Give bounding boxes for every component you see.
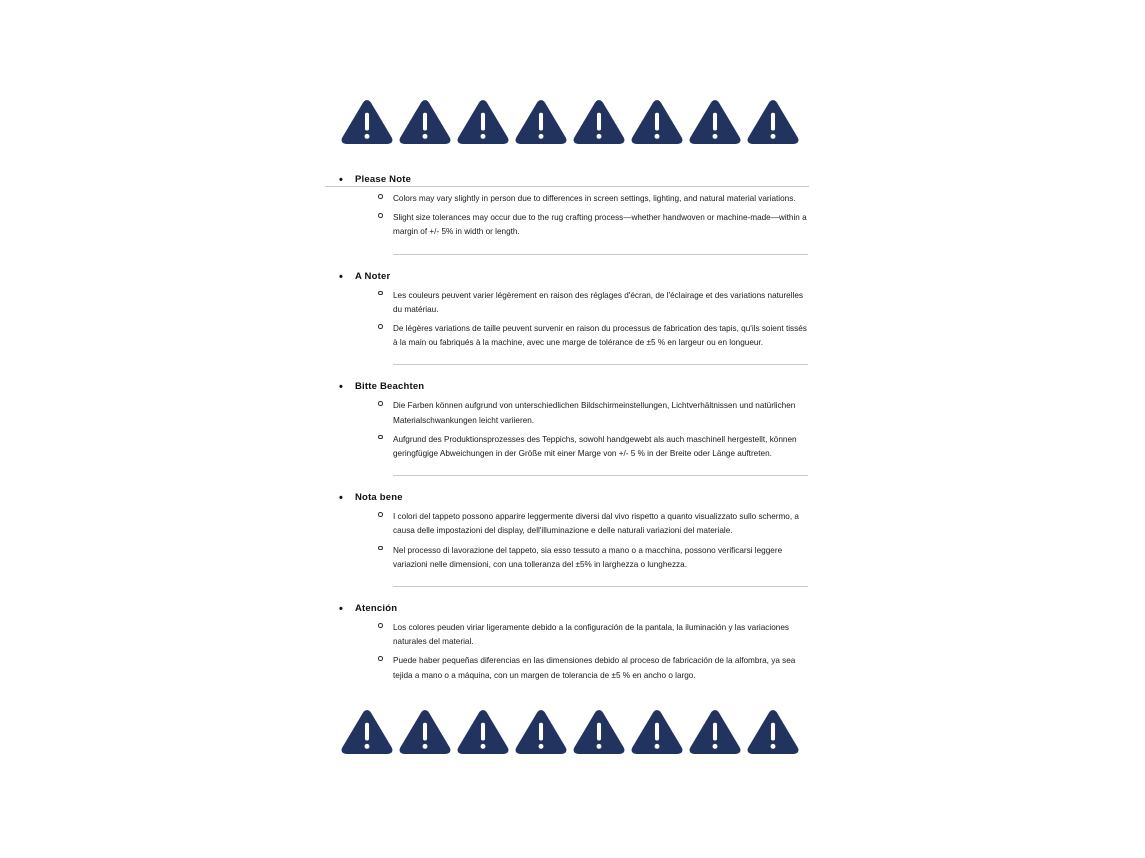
circle-bullet-icon xyxy=(378,291,383,296)
list-item xyxy=(325,399,813,427)
note-section xyxy=(325,492,815,587)
circle-bullet-icon xyxy=(378,435,383,440)
warning-triangle-icon xyxy=(630,98,684,146)
warning-triangle-icon xyxy=(340,98,394,146)
list-item-text: Aufgrund des Produktionsprozesses des Teppichs, sowohl handgewebt als auch maschinell hergestellt, können geringfügige Abweichungen in der Größe mit einer Marge von +/- 5 % in der Breite oder Länge auftreten. xyxy=(393,434,797,459)
list-item-text: Colors may vary slightly in person due to differences in screen settings, lighting, and natural material variations. xyxy=(393,194,796,203)
circle-bullet-icon xyxy=(378,324,383,329)
section-items xyxy=(325,510,815,572)
list-item-text: Los colores peuden viriar ligeramente debido a la configuración de la pantala, la iluminación y las variaciones naturales del material. xyxy=(393,623,789,647)
list-item xyxy=(325,289,813,317)
section-heading xyxy=(325,603,815,614)
warning-triangle-icon xyxy=(456,98,510,146)
list-item xyxy=(325,654,813,682)
note-section xyxy=(325,271,815,366)
section-heading xyxy=(325,381,815,392)
divider-section xyxy=(393,364,808,365)
bullet-icon: • xyxy=(339,174,344,186)
bullet-icon: • xyxy=(339,603,344,616)
circle-bullet-icon xyxy=(378,512,383,517)
notes-body xyxy=(325,158,815,688)
circle-bullet-icon xyxy=(378,213,383,218)
list-item-text: Les couleurs peuvent varier légèrement en raison des réglages d'écran, de l'éclairage et des variations naturelles du matériau. xyxy=(393,290,804,314)
warning-triangle-icon xyxy=(398,98,452,146)
divider-section xyxy=(393,586,808,587)
list-item-text: Slight size tolerances may occur due to the rug crafting process—whether handwoven or machine-made—within a margin of +/- 5% in width or length. xyxy=(393,213,807,237)
warning-triangle-icon xyxy=(514,98,568,146)
circle-bullet-icon xyxy=(378,623,383,628)
list-item xyxy=(325,544,813,572)
section-heading-label: Nota bene xyxy=(355,492,403,504)
section-items xyxy=(325,192,815,240)
note-section xyxy=(325,381,815,476)
warning-icon-strip-top xyxy=(340,98,800,146)
list-item-text: Puede haber pequeñas diferencias en las dimensiones debido al proceso de fabricación de la alfombra, ya sea tejida a mano o a máquina, con un margen de tolerancia de ±5 % en ancho o largo. xyxy=(393,656,796,680)
list-item xyxy=(325,211,813,239)
warning-triangle-icon xyxy=(746,98,800,146)
section-items xyxy=(325,621,815,683)
list-item-text: Die Farben können aufgrund von unterschiedlichen Bildschirmeinstellungen, Lichtverhältnissen und natürlichen Materialschwankungen leicht variieren. xyxy=(393,401,796,425)
warning-triangle-icon xyxy=(514,708,568,756)
list-item xyxy=(325,621,813,649)
list-item-text: De légères variations de taille peuvent survenir en raison du processus de fabrication des tapis, qu'ils soient tissés à la main ou fabriqués à la machine, avec une marge de tolérance de ±5 % en largeur ou en longueur. xyxy=(393,324,807,348)
list-item xyxy=(325,510,813,538)
warning-triangle-icon xyxy=(572,98,626,146)
section-heading-label: Atención xyxy=(355,603,398,615)
warning-triangle-icon xyxy=(630,708,684,756)
bullet-icon: • xyxy=(339,492,344,505)
warning-triangle-icon xyxy=(572,708,626,756)
bullet-icon: • xyxy=(339,381,344,394)
note-section xyxy=(325,174,815,255)
divider-section xyxy=(393,475,808,476)
list-item xyxy=(325,433,813,461)
warning-icon-strip-bottom xyxy=(340,708,800,756)
warning-triangle-icon xyxy=(688,98,742,146)
list-item xyxy=(325,322,813,350)
section-heading-label: Bitte Beachten xyxy=(355,381,425,393)
circle-bullet-icon xyxy=(378,546,383,551)
list-item xyxy=(325,192,813,206)
section-heading xyxy=(325,492,815,503)
list-item-text: I colori del tappeto possono apparire leggermente diversi dal vivo rispetto a quanto visualizzato sullo schermo, a causa delle impostazioni del display, dell'illuminazione e delle naturali variazioni del materiale. xyxy=(393,512,799,536)
note-section xyxy=(325,603,815,683)
section-heading xyxy=(325,174,815,185)
warning-triangle-icon xyxy=(746,708,800,756)
list-item-text: Nel processo di lavorazione del tappeto, sia esso tessuto a mano o a macchina, possono verificarsi leggere variazioni nelle dimensioni, con una tolleranza del ±5% in larghezza o lunghezza. xyxy=(393,545,783,569)
section-heading-label: Please Note xyxy=(355,174,412,185)
section-items xyxy=(325,399,815,461)
divider-section xyxy=(393,254,808,255)
circle-bullet-icon xyxy=(378,194,383,199)
circle-bullet-icon xyxy=(378,401,383,406)
warning-triangle-icon xyxy=(340,708,394,756)
bullet-icon: • xyxy=(339,270,344,283)
section-items xyxy=(325,289,815,351)
section-heading xyxy=(325,271,815,282)
section-heading-label: A Noter xyxy=(355,270,391,282)
warning-triangle-icon xyxy=(688,708,742,756)
warning-triangle-icon xyxy=(398,708,452,756)
circle-bullet-icon xyxy=(378,656,383,661)
warning-triangle-icon xyxy=(456,708,510,756)
